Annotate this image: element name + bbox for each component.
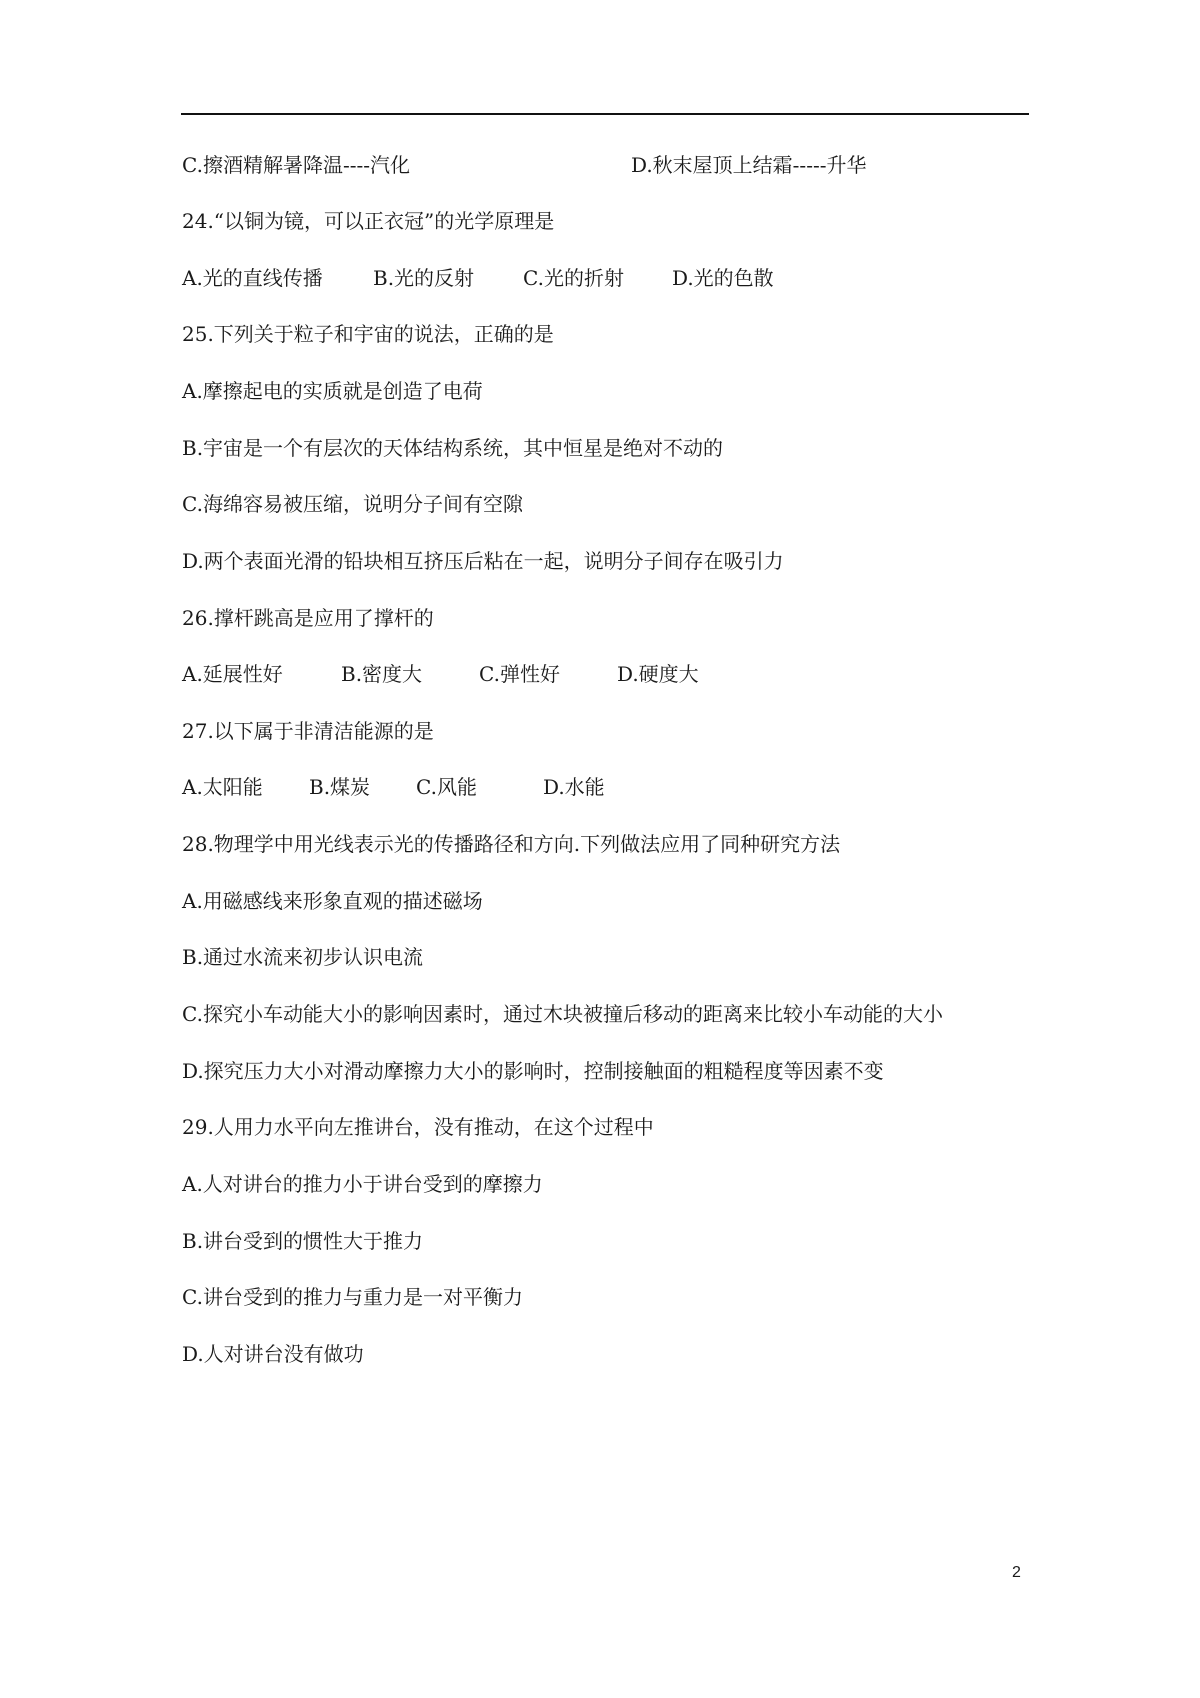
q28-option-c: C.探究小车动能大小的影响因素时，通过木块被撞后移动的距离来比较小车动能的大小 (182, 1002, 943, 1026)
q24-stem: 24.“以铜为镜，可以正衣冠”的光学原理是 (182, 209, 555, 233)
q28-option-b: B.通过水流来初步认识电流 (182, 945, 424, 969)
q26-stem: 26.撑杆跳高是应用了撑杆的 (182, 606, 434, 630)
header-rule (181, 113, 1029, 115)
q23-option-c: C.擦酒精解暑降温----汽化 (182, 153, 410, 177)
q27-option-a: A.太阳能 (182, 775, 263, 799)
q24-option-c: C.光的折射 (523, 266, 624, 290)
q24-option-b: B.光的反射 (373, 266, 475, 290)
q29-option-d: D.人对讲台没有做功 (182, 1342, 364, 1366)
q29-option-a: A.人对讲台的推力小于讲台受到的摩擦力 (182, 1172, 543, 1196)
q25-option-c: C.海绵容易被压缩，说明分子间有空隙 (182, 492, 523, 516)
page-number: 2 (1012, 1564, 1021, 1581)
q25-option-b: B.宇宙是一个有层次的天体结构系统，其中恒星是绝对不动的 (182, 436, 724, 460)
q25-stem: 25.下列关于粒子和宇宙的说法，正确的是 (182, 322, 554, 346)
q26-option-d: D.硬度大 (617, 662, 699, 686)
q29-option-b: B.讲台受到的惯性大于推力 (182, 1229, 424, 1253)
q27-stem: 27.以下属于非清洁能源的是 (182, 719, 434, 743)
q26-option-a: A.延展性好 (182, 662, 283, 686)
q28-option-a: A.用磁感线来形象直观的描述磁场 (182, 889, 483, 913)
q23-option-d: D.秋末屋顶上结霜-----升华 (631, 153, 867, 177)
q26-option-c: C.弹性好 (479, 662, 560, 686)
q28-option-d: D.探究压力大小对滑动摩擦力大小的影响时，控制接触面的粗糙程度等因素不变 (182, 1059, 884, 1083)
q26-option-b: B.密度大 (341, 662, 423, 686)
q27-option-c: C.风能 (416, 775, 477, 799)
q28-stem: 28.物理学中用光线表示光的传播路径和方向.下列做法应用了同种研究方法 (182, 832, 841, 856)
q27-option-b: B.煤炭 (309, 775, 371, 799)
q24-option-a: A.光的直线传播 (182, 266, 323, 290)
q29-option-c: C.讲台受到的推力与重力是一对平衡力 (182, 1285, 523, 1309)
q25-option-a: A.摩擦起电的实质就是创造了电荷 (182, 379, 483, 403)
q24-option-d: D.光的色散 (672, 266, 774, 290)
q25-option-d: D.两个表面光滑的铅块相互挤压后粘在一起，说明分子间存在吸引力 (182, 549, 784, 573)
q27-option-d: D.水能 (543, 775, 605, 799)
q29-stem: 29.人用力水平向左推讲台，没有推动，在这个过程中 (182, 1115, 654, 1139)
